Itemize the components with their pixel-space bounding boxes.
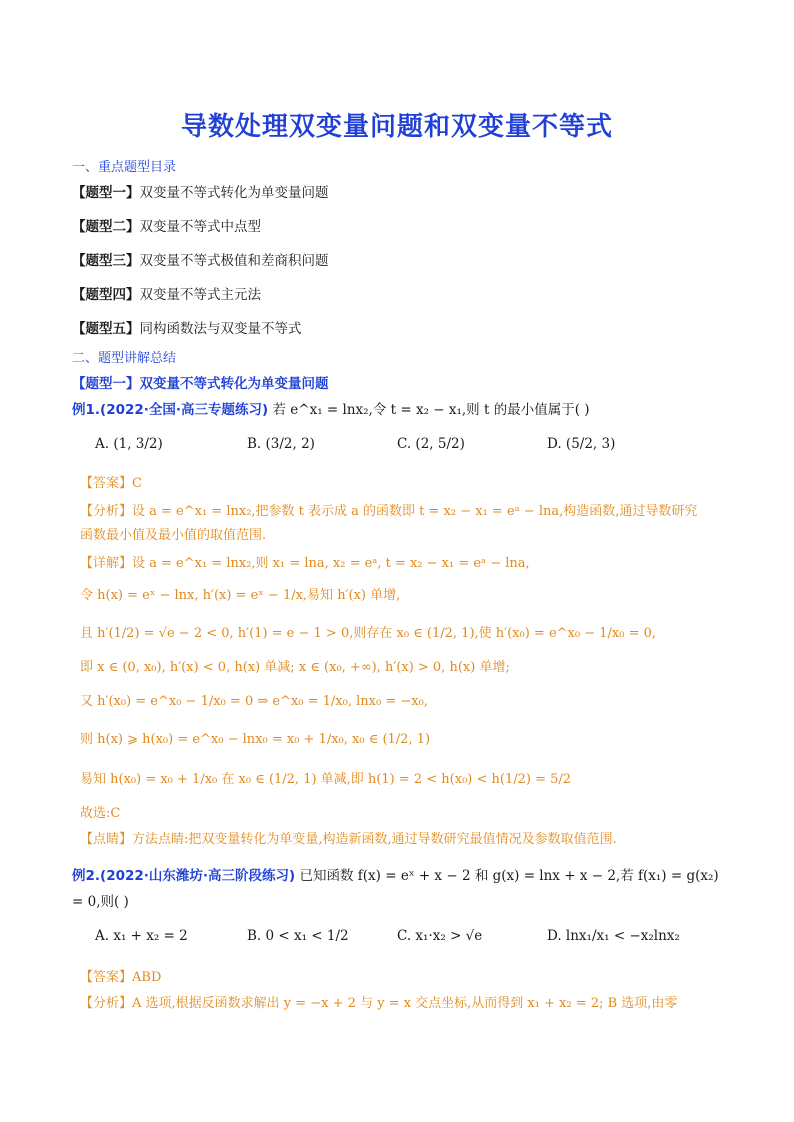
option-b: B. (3/2, 2) xyxy=(247,436,315,452)
option-d: D. lnx₁/x₁ < −x₂lnx₂ xyxy=(547,928,680,944)
toc-text: 双变量不等式主元法 xyxy=(139,287,261,303)
example-1-options xyxy=(95,436,725,458)
toc-tag: 【题型五】 xyxy=(72,321,140,337)
example-2-options xyxy=(95,928,725,950)
answer: 【答案】ABD xyxy=(80,970,162,985)
example-source: (2022·山东潍坊·高三阶段练习) xyxy=(100,868,296,884)
answer: 【答案】C xyxy=(80,476,142,491)
section-heading-summary: 二、题型讲解总结 xyxy=(72,351,177,366)
analysis-line-1: 【分析】设 a = e^x₁ = lnx₂,把参数 t 表示成 a 的函数即 t = x₂ − x₁ = eᵃ − lna,构造函数,通过导数研究 xyxy=(80,504,698,519)
detail-line-8: 故选:C xyxy=(80,806,121,821)
toc-text: 同构函数法与双变量不等式 xyxy=(139,321,302,337)
detail-line-6: 则 h(x) ⩾ h(x₀) = e^x₀ − lnx₀ = x₀ + 1/x₀, x₀ ∈ (1/2, 1) xyxy=(80,732,431,747)
option-a: A. x₁ + x₂ = 2 xyxy=(95,928,188,944)
toc-tag: 【题型三】 xyxy=(72,253,140,269)
detail-line-3: 且 h′(1/2) = √e − 2 < 0, h′(1) = e − 1 > 0,则存在 x₀ ∈ (1/2, 1),使 h′(x₀) = e^x₀ − 1/x₀ = 0, xyxy=(80,626,656,641)
example-question: 若 e^x₁ = lnx₂,令 t = x₂ − x₁,则 t 的最小值属于( ) xyxy=(272,402,590,418)
example-question: 已知函数 f(x) = eˣ + x − 2 和 g(x) = lnx + x − 2,若 f(x₁) = g(x₂) xyxy=(299,868,719,884)
option-b: B. 0 < x₁ < 1/2 xyxy=(247,928,349,944)
detail-line-7: 易知 h(x₀) = x₀ + 1/x₀ 在 x₀ ∈ (1/2, 1) 单减,即 h(1) = 2 < h(x₀) < h(1/2) = 5/2 xyxy=(80,772,572,787)
toc-text: 双变量不等式极值和差商积问题 xyxy=(139,253,329,269)
option-c: C. x₁·x₂ > √e xyxy=(397,928,483,944)
option-c: C. (2, 5/2) xyxy=(397,436,465,452)
toc-text: 双变量不等式中点型 xyxy=(139,219,261,235)
toc-item-3 xyxy=(72,249,329,269)
detail-line-2: 令 h(x) = eˣ − lnx, h′(x) = eˣ − 1/x,易知 h′(x) 单增, xyxy=(80,588,401,603)
document-title: 导数处理双变量问题和双变量不等式 xyxy=(180,112,613,142)
question-type-heading: 【题型一】双变量不等式转化为单变量问题 xyxy=(72,376,329,392)
example-source: (2022·全国·高三专题练习) xyxy=(100,402,269,418)
example-1-stem xyxy=(72,398,732,418)
option-a: A. (1, 3/2) xyxy=(95,436,163,452)
toc-item-1 xyxy=(72,181,329,201)
comment: 【点睛】方法点睛:把双变量转化为单变量,构造新函数,通过导数研究最值情况及参数取值范围. xyxy=(80,832,617,847)
analysis-line-1: 【分析】A 选项,根据反函数求解出 y = −x + 2 与 y = x 交点坐标,从而得到 x₁ + x₂ = 2; B 选项,由零 xyxy=(80,996,678,1011)
toc-item-2 xyxy=(72,215,261,235)
section-heading-toc: 一、重点题型目录 xyxy=(72,160,177,175)
analysis-line-2: 函数最小值及最小值的取值范围. xyxy=(80,528,267,543)
toc-item-5 xyxy=(72,317,302,337)
example-2-stem-line-2: = 0,则( ) xyxy=(72,894,129,910)
detail-line-4: 即 x ∈ (0, x₀), h′(x) < 0, h(x) 单减; x ∈ (x₀, +∞), h′(x) > 0, h(x) 单增; xyxy=(80,660,510,675)
detail-line-1: 【详解】设 a = e^x₁ = lnx₂,则 x₁ = lna, x₂ = eᵃ, t = x₂ − x₁ = eᵃ − lna, xyxy=(80,556,530,571)
example-label: 例2. xyxy=(72,868,101,884)
option-d: D. (5/2, 3) xyxy=(547,436,616,452)
example-label: 例1. xyxy=(72,402,101,418)
toc-tag: 【题型四】 xyxy=(72,287,140,303)
example-2-stem-line-1 xyxy=(72,864,732,884)
detail-line-5: 又 h′(x₀) = e^x₀ − 1/x₀ = 0 ⇒ e^x₀ = 1/x₀, lnx₀ = −x₀, xyxy=(80,694,428,709)
toc-item-4 xyxy=(72,283,261,303)
toc-text: 双变量不等式转化为单变量问题 xyxy=(139,185,329,201)
toc-tag: 【题型二】 xyxy=(72,219,140,235)
toc-tag: 【题型一】 xyxy=(72,185,140,201)
